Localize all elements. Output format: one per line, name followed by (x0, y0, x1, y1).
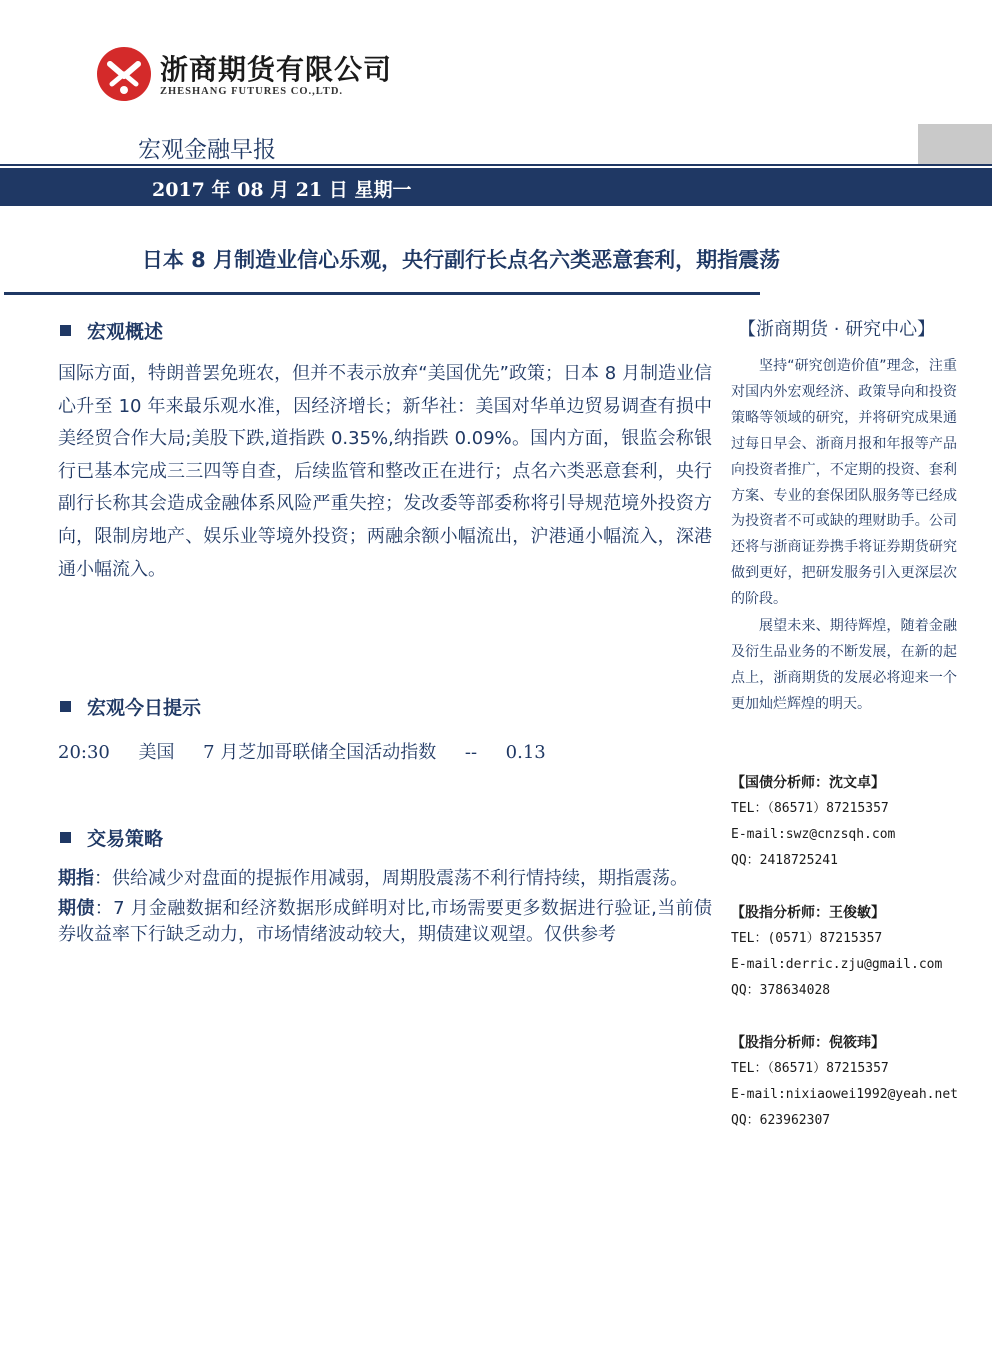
sidebar-title: 【浙商期货 · 研究中心】 (738, 319, 936, 340)
section-header-strategy (60, 824, 163, 851)
square-bullet-icon (60, 325, 71, 336)
analyst-qq: QQ：623962307 (731, 1113, 831, 1128)
analyst-card (731, 770, 971, 874)
today-tip-item (58, 738, 546, 764)
tip-time: 20:30 (58, 742, 110, 763)
section-header-overview (60, 317, 163, 344)
section-title-overview: 宏观概述 (87, 321, 164, 343)
analyst-card (731, 900, 971, 1004)
company-name-en: ZHESHANG FUTURES CO.,LTD. (160, 86, 344, 97)
analyst-tel: TEL：(0571）87215357 (731, 931, 883, 946)
analyst-email[interactable]: E-mail:nixiaowei1992@yeah.net (731, 1087, 958, 1102)
strategy-text: ：供给减少对盘面的提振作用减弱，周期股震荡不利行情持续，期指震荡。 (94, 868, 688, 889)
analyst-qq: QQ：378634028 (731, 983, 831, 998)
sidebar-intro-paragraph: 坚持“研究创造价值”理念，注重对国内外宏观经济、政策导向和投资策略等领域的研究，并将研究成果通过每日早会、浙商月报和年报等产品向投资者推广，不定期的投资、套利方案、专业的套保团队服务等已经成为投资者不可或缺的理财助手。公司还将与浙商证券携手将证券期货研究做到更好，把研发服务引入更深层次的阶段。 (731, 358, 957, 608)
date-bar (0, 168, 992, 206)
square-bullet-icon (60, 832, 71, 843)
tip-value: 0.13 (505, 742, 546, 763)
tip-previous: -- (464, 742, 478, 763)
analyst-card (731, 1030, 971, 1134)
analyst-qq: QQ：2418725241 (731, 853, 838, 868)
strategy-text: ：7 月金融数据和经济数据形成鲜明对比,市场需要更多数据进行验证,当前债券收益率下行缺乏动力，市场情绪波动较大，期债建议观望。仅供参考 (58, 898, 712, 945)
analyst-email[interactable]: E-mail:derric.zju@gmail.com (731, 957, 943, 972)
report-date: 2017 年 08 月 21 日 星期一 (152, 179, 412, 201)
sidebar-outlook-paragraph: 展望未来、期待辉煌，随着金融及衍生品业务的不断发展，在新的起点上，浙商期货的发展必将迎来一个更加灿烂辉煌的明天。 (731, 618, 957, 712)
analyst-title: 【股指分析师：倪筱玮】 (731, 1035, 885, 1051)
strategy-block (58, 866, 712, 952)
header-gray-block (918, 124, 992, 166)
company-logo-icon (96, 46, 152, 102)
analyst-title: 【股指分析师：王俊敏】 (731, 905, 885, 921)
section-header-today-tips (60, 693, 201, 720)
section-title-strategy: 交易策略 (87, 828, 164, 850)
strategy-label: 期指 (58, 868, 94, 889)
analyst-tel: TEL：（86571）87215357 (731, 1061, 889, 1076)
company-name-cn: 浙商期货有限公司 (160, 53, 393, 86)
header-divider (0, 164, 992, 166)
section-title-today-tips: 宏观今日提示 (87, 697, 202, 719)
tip-event: 7 月芝加哥联储全国活动指数 (203, 742, 437, 763)
headline: 日本 8 月制造业信心乐观，央行副行长点名六类恶意套利，期指震荡 (141, 248, 781, 272)
strategy-item-bond-futures (58, 896, 712, 948)
headline-rule (4, 292, 760, 295)
analyst-title: 【国债分析师：沈文卓】 (731, 775, 885, 791)
report-title: 宏观金融早报 (138, 137, 276, 163)
strategy-item-index-futures (58, 866, 712, 892)
tip-country: 美国 (138, 742, 175, 763)
analyst-email[interactable]: E-mail:swz@cnzsqh.com (731, 827, 896, 842)
strategy-label: 期债 (58, 898, 95, 919)
analyst-tel: TEL：（86571）87215357 (731, 801, 889, 816)
overview-paragraph: 国际方面，特朗普罢免班农，但并不表示放弃“美国优先”政策；日本 8 月制造业信心升至 10 年来最乐观水准，因经济增长；新华社：美国对华单边贸易调查有损中美经贸合作大局;美股下跌,道指跌 0.35%,纳指跌 0.09%。国内方面，银监会称银行已基本完成三三四等自查，后续监管和整改正在进行；点名六类恶意套利，央行副行长称其会造成金融体系风险严重失控；发改委等部委称将引导规范境外投资方向，限制房地产、娱乐业等境外投资；两融余额小幅流出，沪港通小幅流入，深港通小幅流入。 (58, 363, 712, 580)
square-bullet-icon (60, 701, 71, 712)
